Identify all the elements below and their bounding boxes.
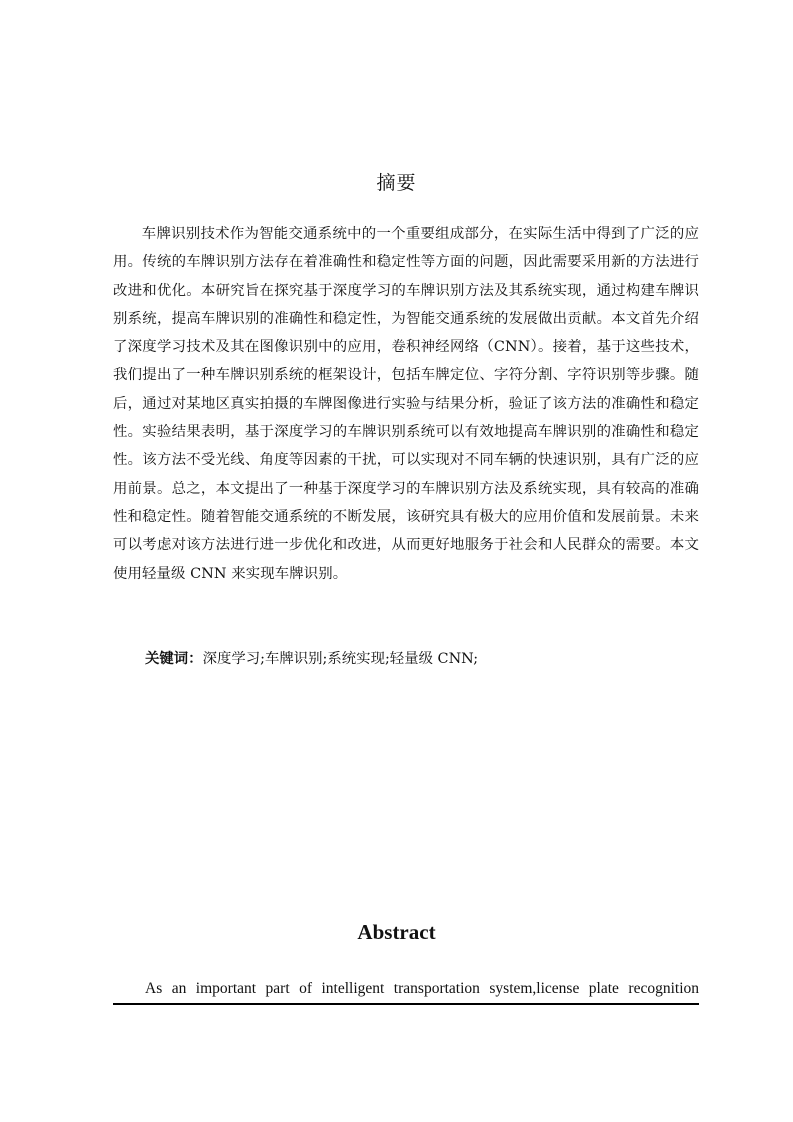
chinese-abstract-body: 车牌识别技术作为智能交通系统中的一个重要组成部分，在实际生活中得到了广泛的应用。传统的车牌识别方法存在着准确性和稳定性等方面的问题，因此需要采用新的方法进行改进和优化。本研究旨在探究基于深度学习的车牌识别方法及其系统实现，通过构建车牌识别系统，提高车牌识别的准确性和稳定性，为智能交通系统的发展做出贡献。本文首先介绍了深度学习技术及其在图像识别中的应用，卷积神经网络（CNN）。接着，基于这些技术，我们提出了一种车牌识别系统的框架设计，包括车牌定位、字符分割、字符识别等步骤。随后，通过对某地区真实拍摄的车牌图像进行实验与结果分析，验证了该方法的准确性和稳定性。实验结果表明，基于深度学习的车牌识别系统可以有效地提高车牌识别的准确性和稳定性。该方法不受光线、角度等因素的干扰，可以实现对不同车辆的快速识别，具有广泛的应用前景。总之，本文提出了一种基于深度学习的车牌识别方法及系统实现，具有较高的准确性和稳定性。随着智能交通系统的不断发展，该研究具有极大的应用价值和发展前景。未来可以考虑对该方法进行进一步优化和改进，从而更好地服务于社会和人民群众的需要。本文使用轻量级 CNN 来实现车牌识别。: [113, 226, 699, 582]
chinese-abstract-title: 摘要: [376, 172, 417, 194]
chinese-keywords: [145, 645, 699, 673]
english-abstract-body: As an important part of intelligent transportation system,license plate recognition: [145, 980, 699, 997]
keywords-text: 深度学习;车牌识别;系统实现;轻量级 CNN;: [202, 651, 479, 667]
page-bottom-rule: [113, 1003, 699, 1005]
keywords-label: 关键词：: [145, 651, 203, 667]
english-abstract-title: Abstract: [357, 920, 436, 944]
